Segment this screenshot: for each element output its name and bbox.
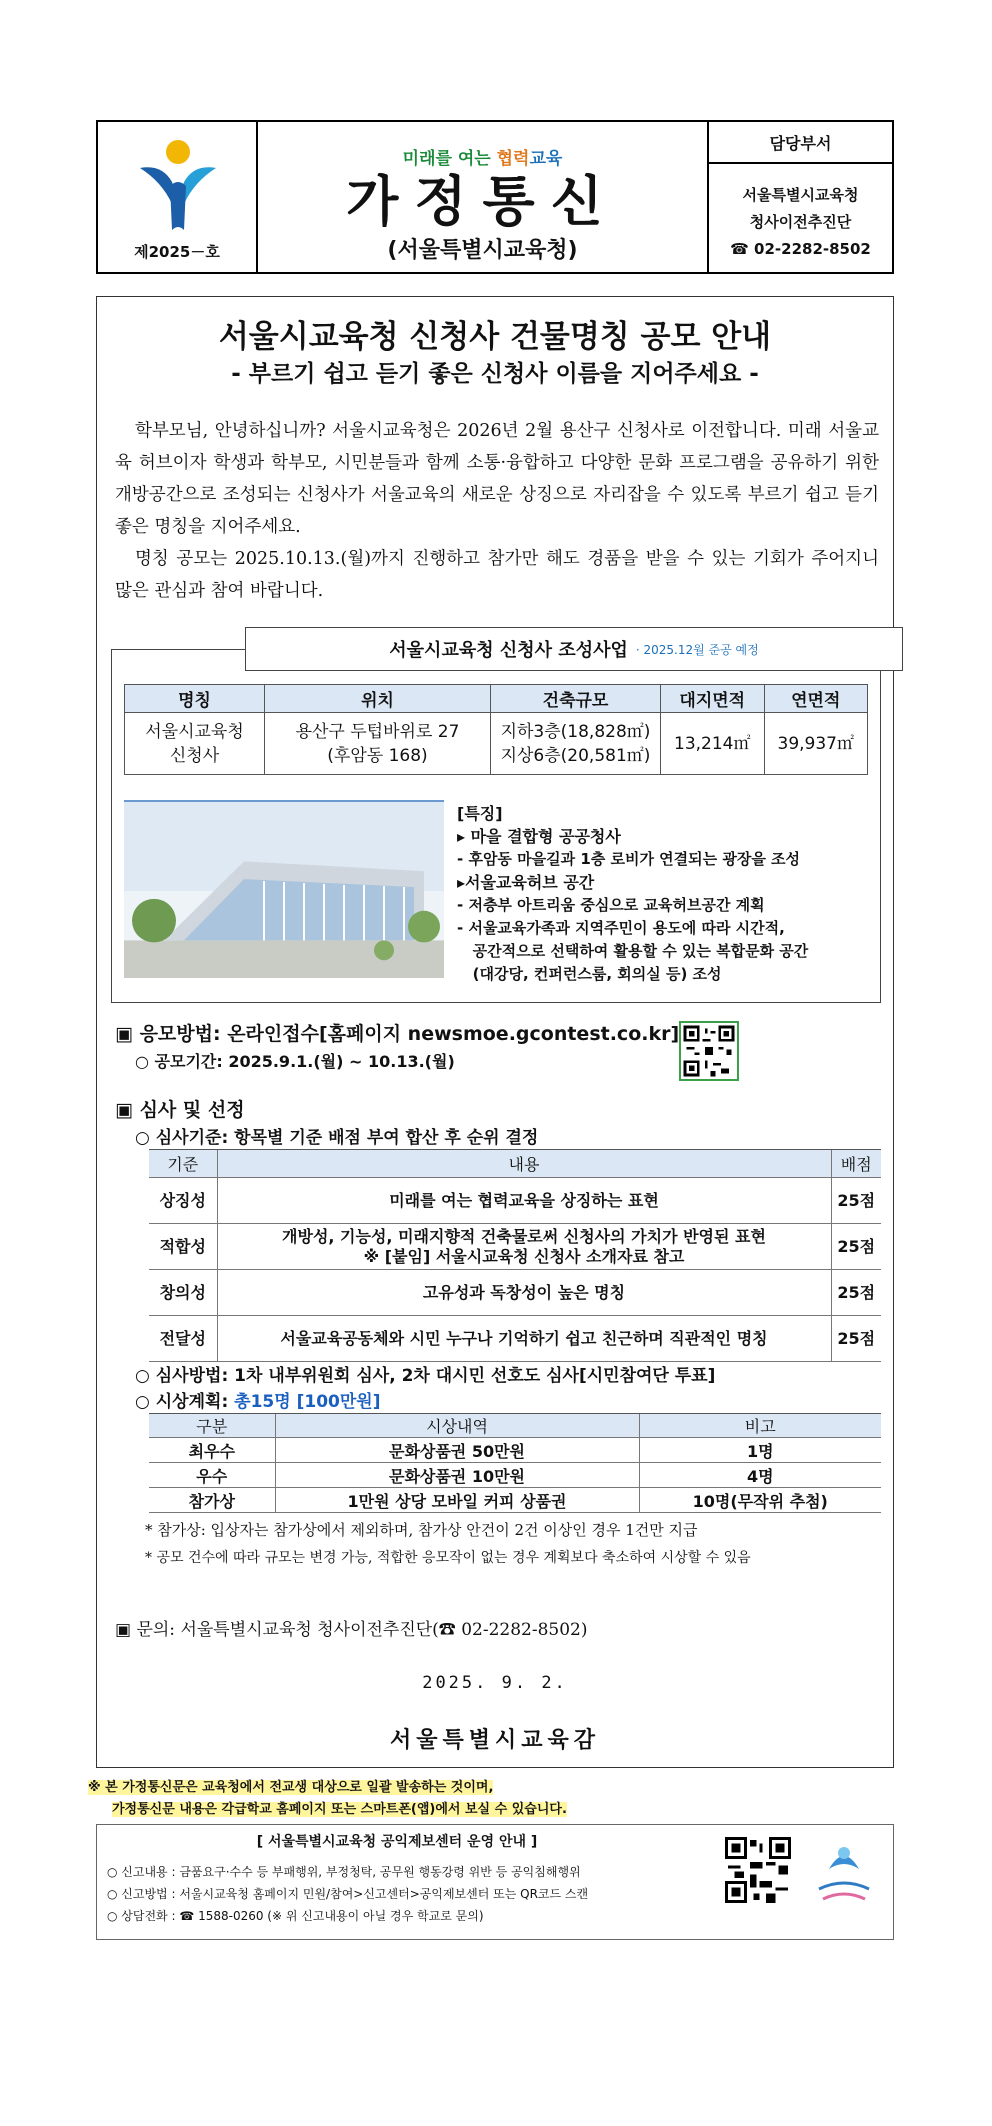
inquiry-contact: ▣ 문의: 서울특별시교육청 청사이전추진단(☎ 02-2282-8502) [115,1620,588,1640]
prize-award: 문화상품권 10만원 [275,1463,639,1488]
table-row [149,1463,881,1488]
whistleblower-center-box [96,1824,894,1940]
review-method: ○ 심사방법: 1차 내부위원회 심사, 2차 대시민 선호도 심사[시민참여단 투표] [135,1366,716,1386]
cell-floor-area: 39,937㎡ [764,713,868,775]
review-criteria-label: ○ 심사기준: 항목별 기준 배점 부여 합산 후 순위 결정 [135,1128,539,1148]
table-row [149,1438,881,1463]
criteria-content [217,1316,831,1362]
criteria-text: 미래를 여는 협력교육을 상징하는 표현 [389,1190,659,1210]
project-table [124,684,868,775]
col-name: 명칭 [125,685,265,713]
dept-cell [709,122,892,272]
intro-paragraph-1: 학부모님, 안녕하십니까? 서울시교육청은 2026년 2월 용산구 신청사로 이전합니다. 미래 서울교육 허브이자 학생과 학부모, 시민분들과 함께 소통·융합하고 다양한 문화 프로그램을 공유하기 위한 개방공간으로 조성되는 신청사가 서울교육의 새로운 상징으로 자리잡을 수 있도록 부르기 쉽고 듣기 좋은 명칭을 지어주세요. [115,421,879,537]
cell-name [125,713,265,775]
criteria-content [217,1224,831,1270]
prize-col-award: 시상내역 [275,1414,639,1438]
criteria-col-standard: 기준 [149,1150,217,1178]
criteria-score: 25점 [831,1178,881,1224]
project-heading [245,627,903,671]
prize-category: 참가상 [149,1488,275,1513]
apply-period: ○ 공모기간: 2025.9.1.(월) ~ 10.13.(월) [135,1052,455,1071]
prize-count: 1명 [639,1438,881,1463]
criteria-score: 25점 [831,1316,881,1362]
criteria-content [217,1178,831,1224]
table-row [149,1316,881,1362]
criteria-text: 개방성, 기능성, 미래지향적 건축물로써 신청사의 가치가 반영된 표현 [282,1226,766,1246]
criteria-score: 25점 [831,1270,881,1316]
project-section [111,649,881,1003]
slogan-part2: 협력 [496,149,530,169]
dept-info [709,164,892,263]
newsletter-title: 가정통신 [346,170,619,233]
award-plan [135,1387,380,1412]
whistleblower-title: [ 서울특별시교육청 공익제보센터 운영 안내 ] [256,1834,538,1850]
notice-title: 서울시교육청 신청사 건물명칭 공모 안내 [218,319,772,355]
newsletter-subtitle: (서울특별시교육청) [387,238,578,263]
prize-table [149,1413,881,1513]
col-scale: 건축규모 [491,685,661,713]
name-line2: 신청사 [169,745,220,766]
table-row [149,1178,881,1224]
criteria-text: 서울교육공동체와 시민 누구나 기억하기 쉽고 친근하며 직관적인 명칭 [280,1328,768,1348]
criteria-name: 전달성 [149,1316,217,1362]
notice-subtitle: - 부르기 쉽고 듣기 좋은 신청사 이름을 지어주세요 - [231,361,759,387]
location-line1: 용산구 두텁바위로 27 [295,721,460,742]
building-rendering-image [124,800,444,978]
prize-count: 4명 [639,1463,881,1488]
whistleblower-line2: ○ 신고방법 : 서울시교육청 홈페이지 민원/참여>신고센터>공익제보센터 또는 QR코드 스캔 [107,1887,589,1901]
dept-heading: 담당부서 [709,122,892,164]
scale-line2: 지상6층(20,581㎡) [500,745,651,766]
feature-line: - 서울교육가족과 지역주민이 용도에 따라 시간적, [457,919,785,937]
seoul-education-emblem-icon [132,134,224,234]
slogan-part3: 교육 [529,149,563,169]
whistleblower-line3: ○ 상담전화 : ☎ 1588-0260 (※ 위 신고내용이 아닐 경우 학교로 문의) [107,1909,484,1923]
distribution-notice-2 [112,1798,567,1817]
location-line2: (후암동 168) [327,745,428,766]
newsletter-header [96,120,894,274]
criteria-name: 상징성 [149,1178,217,1224]
issue-date: 2025. 9. 2. [422,1673,568,1693]
criteria-content [217,1270,831,1316]
prize-col-note: 비고 [639,1414,881,1438]
features-list [457,802,877,986]
feature-line: ▸ 마을 결합형 공공청사 [457,827,621,846]
dept-line2: 청사이전추진단 [749,213,852,231]
feature-line: 공간적으로 선택하여 활용할 수 있는 복합문화 공간 [457,942,809,960]
intro-text [115,415,879,607]
slogan [258,144,707,169]
criteria-name: 창의성 [149,1270,217,1316]
notice-line2: 가정통신문 내용은 각급학교 홈페이지 또는 스마트폰(앱)에서 보실 수 있습니다. [112,1802,567,1817]
name-line1: 서울시교육청 [145,721,244,742]
feature-line: - 후암동 마을길과 1층 로비가 연결되는 광장을 조성 [457,850,801,868]
criteria-col-content: 내용 [217,1150,831,1178]
main-content-box [96,296,894,1768]
prize-award: 문화상품권 50만원 [275,1438,639,1463]
issue-number: 제2025－호 [134,243,220,261]
feature-line: - 저층부 아트리움 중심으로 교육허브공간 계획 [457,896,765,914]
col-location: 위치 [265,685,491,713]
whistleblower-line1: ○ 신고내용 : 금품요구·수수 등 부패행위, 부정청탁, 공무원 행동강령 위반 등 공익침해행위 [107,1865,581,1879]
notice-line1: ※ 본 가정통신문은 교육청에서 전교생 대상으로 일괄 발송하는 것이며, [88,1780,494,1795]
prize-note-1: * 참가상: 입상자는 참가상에서 제외하며, 참가상 안건이 2건 이상인 경우 1건만 지급 [145,1521,698,1539]
table-row [149,1270,881,1316]
contest-qr-code-icon[interactable] [679,1021,739,1081]
criteria-score: 25점 [831,1224,881,1270]
project-heading-text: 서울시교육청 신청사 조성사업 [389,640,628,661]
award-plan-value: 총15명 [100만원] [234,1392,381,1412]
whistleblower-qr-code-icon[interactable] [725,1837,791,1903]
award-plan-label: ○ 시상계획: [135,1392,235,1412]
criteria-table [149,1149,881,1362]
col-site-area: 대지면적 [661,685,765,713]
prize-note-2: * 공모 건수에 따라 규모는 변경 가능, 적합한 응모작이 없는 경우 계획보다 축소하여 시상할 수 있음 [145,1550,751,1566]
criteria-name: 적합성 [149,1224,217,1270]
scale-line1: 지하3층(18,828㎡) [500,721,651,742]
emblem-cell [98,122,258,272]
apply-method: ▣ 응모방법: 온라인접수[홈페이지 newsmoe.gcontest.co.kr] [115,1023,680,1045]
cell-scale [491,713,661,775]
intro-paragraph-2: 명칭 공모는 2025.10.13.(월)까지 진행하고 참가만 해도 경품을 받을 수 있는 기회가 주어지니 많은 관심과 참여 바랍니다. [115,549,879,601]
prize-count: 10명(무작위 추첨) [639,1488,881,1513]
table-row [149,1488,881,1513]
prize-award: 1만원 상당 모바일 커피 상품권 [275,1488,639,1513]
prize-category: 우수 [149,1463,275,1488]
table-row [149,1224,881,1270]
prize-col-category: 구분 [149,1414,275,1438]
distribution-notice-1 [88,1776,493,1795]
cell-site-area: 13,214㎡ [661,713,765,775]
title-cell [258,122,709,272]
dept-line1: 서울특별시교육청 [742,186,859,204]
feature-line: [특징] [457,804,503,823]
clean-education-badge-icon [809,1839,879,1911]
col-floor-area: 연면적 [764,685,868,713]
dept-phone: ☎ 02-2282-8502 [730,240,871,258]
slogan-part1: 미래를 여는 [402,149,497,169]
issuer-name: 서울특별시교육감 [389,1727,601,1753]
review-heading: ▣ 심사 및 선정 [115,1099,245,1121]
project-heading-note: · 2025.12월 준공 예정 [635,642,759,657]
feature-line: (대강당, 컨퍼런스룸, 회의실 등) 조성 [457,965,722,983]
cell-location [265,713,491,775]
prize-category: 최우수 [149,1438,275,1463]
feature-line: ▸서울교육허브 공간 [457,873,595,892]
criteria-col-score: 배점 [831,1150,881,1178]
criteria-text: 고유성과 독창성이 높은 명칭 [422,1282,626,1302]
criteria-note: ※ [붙임] 서울시교육청 신청사 소개자료 참고 [363,1246,685,1266]
